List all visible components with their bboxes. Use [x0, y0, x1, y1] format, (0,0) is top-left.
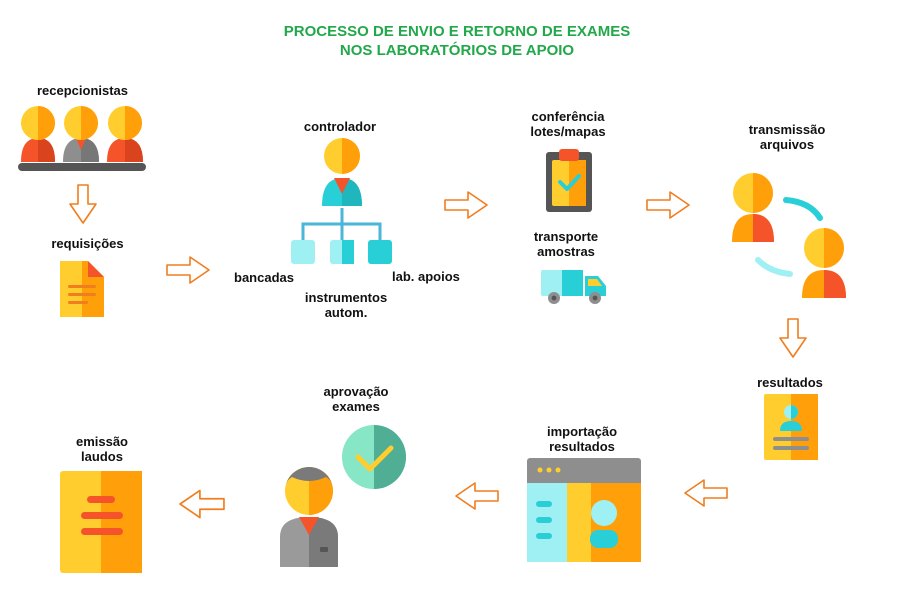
label-requisicoes: requisições — [51, 236, 124, 251]
label-importacao-line-2: resultados — [549, 439, 615, 454]
label-aprovacao-line-1: aprovação — [323, 384, 389, 399]
arrow-icon — [779, 318, 807, 358]
label-resultados: resultados — [757, 375, 823, 390]
label-emissao — [57, 434, 147, 464]
label-emissao-line-1: emissão — [75, 434, 129, 449]
arrow-icon — [165, 256, 211, 284]
arrow-icon — [179, 489, 225, 519]
label-transmissao-line-1: transmissão — [748, 122, 826, 137]
label-conferencia — [518, 109, 618, 139]
people-exchange-icon — [728, 168, 852, 302]
label-controlador: controlador — [303, 119, 377, 134]
label-conferencia-line-1: conferência — [531, 109, 605, 124]
arrow-icon — [646, 191, 690, 219]
label-lab-apoios: lab. apoios — [392, 269, 460, 284]
report-document-icon — [59, 470, 143, 574]
document-icon — [58, 259, 106, 319]
title-line-2: NOS LABORATÓRIOS DE APOIO — [339, 42, 575, 59]
label-bancadas: bancadas — [234, 270, 294, 285]
label-instrumentos-line-2: autom. — [324, 305, 368, 320]
browser-window-icon — [526, 457, 642, 563]
clipboard-check-icon — [545, 148, 593, 214]
arrow-icon — [684, 479, 728, 507]
label-importacao — [532, 424, 632, 454]
label-conferencia-line-2: lotes/mapas — [530, 124, 606, 139]
label-emissao-line-2: laudos — [81, 449, 123, 464]
label-transmissao-line-2: arquivos — [759, 137, 815, 152]
label-importacao-line-1: importação — [546, 424, 618, 439]
label-transporte-line-2: amostras — [537, 244, 595, 259]
group-of-people-icon — [17, 102, 147, 174]
arrow-icon — [444, 191, 488, 219]
label-instrumentos — [292, 290, 400, 320]
label-aprovacao-line-2: exames — [332, 399, 380, 414]
label-transporte-line-1: transporte — [533, 229, 599, 244]
arrow-icon — [69, 184, 97, 224]
approved-check-icon — [340, 424, 408, 490]
profile-card-icon — [763, 393, 819, 461]
title-line-1: PROCESSO DE ENVIO E RETORNO DE EXAMES — [283, 23, 631, 40]
label-transporte — [516, 229, 616, 259]
arrow-icon — [455, 482, 499, 510]
label-instrumentos-line-1: instrumentos — [304, 290, 388, 305]
diagram-title — [0, 22, 914, 60]
label-recepcionistas: recepcionistas — [36, 83, 129, 98]
label-aprovacao — [306, 384, 406, 414]
person-hierarchy-icon — [288, 136, 394, 268]
delivery-truck-icon — [540, 266, 608, 306]
label-transmissao — [732, 122, 842, 152]
person-icon — [278, 463, 340, 569]
